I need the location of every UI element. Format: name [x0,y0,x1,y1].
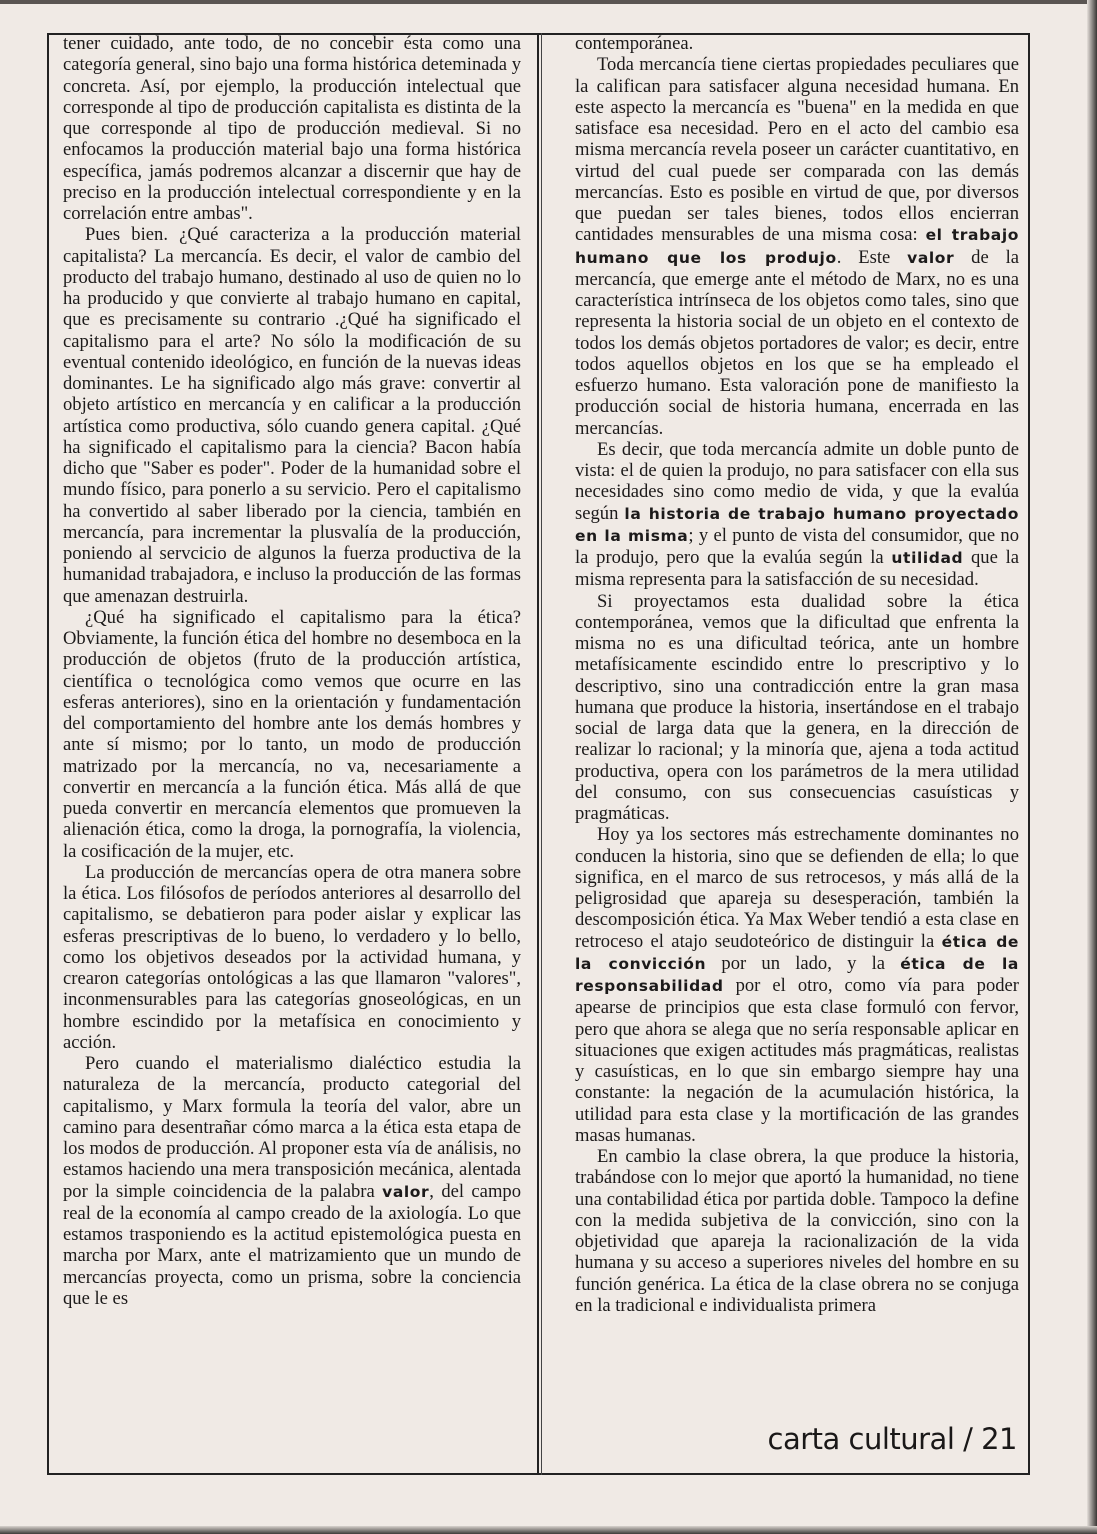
running-footer-page-number: carta cultural / 21 [767,1422,1017,1456]
paragraph-text: En cambio la clase obrera, la que produce la historia, trabándose con lo mejor que aportó la humanidad, no tiene una contabilidad ética por partida doble. Tampoco la define con la medida subjetiva de la convicción, sino con la objetividad que apareja la racionalización de la vida humana y su acceso a superiores niveles del hombre en su función genérica. La ética de la clase obrera no se conjuga en la tradicional e individualista primera [575,1146,1019,1316]
emphasized-text: valor [382,1182,430,1201]
paragraph-text: contemporánea. [575,33,694,54]
paragraph [63,224,521,607]
paragraph [575,824,1019,1146]
emphasized-text: el trabajo humano que los produjo [575,226,1019,267]
paragraph-text: ¿Qué ha significado el capitalismo para la ética? Obviamente, la función ética del hombre no desemboca en la producción de objetos (fruto de la producción artística, científica o tecnológica como vemos que ocurre en las esferas anteriores), sino en la orientación y fundamentación del comportamiento del hombre ante los demás hombres y ante sí mismo; por lo tanto, un modo de producción matrizado por la mercancía, no va, necesariamente a convertir en mercancía a la función ética. Más allá de que pueda convertir en mercancía elementos que promueven la alienación ética, como la droga, la pornografía, la violencia, la cosificación de la mujer, etc. [63,606,521,862]
paragraph-text: por el otro, como vía para poder apearse de principios que esta clase formuló con fervor, pero que ahora se alega que no sería responsable aplicar en situaciones que exigen actitudes más pragmáticas, realistas y casuísticas, en lo que sin embargo siempre hay una constante: la negación de la acumulación histórica, la utilidad para esta clase y la mortificación de las grandes masas humanas. [575,975,1019,1146]
paragraph [63,1053,521,1309]
emphasized-text: ética de la convicción [575,932,1020,973]
paragraph-text: ; y el punto de vista del consumidor, que no la produjo, pero que la evalúa según la [575,524,1019,568]
paragraph [63,607,521,862]
paragraph [575,591,1019,825]
column-divider [537,33,539,1475]
scan-edge-right [1087,0,1097,1534]
paragraph-text: por un lado, y la [706,952,901,974]
paragraph [63,862,521,1053]
paragraph-text: Es decir, que toda mercancía admite un doble punto de vista: el de quien la produjo, no para satisfacer con ella sus necesidades sino como medio de vida, y que la evalúa según [575,438,1019,524]
right-column [575,33,1019,1316]
left-column [63,33,521,1309]
paragraph-text: de la mercancía, que emerge ante el método de Marx, no es una característica intrínseca de los objetos como tales, sino que representa la historia social de un objeto en el contexto de todos los demás objetos portadores de valor; es decir, entre todos aquellos objetos en los que se ha empleado el esfuerzo humano. Esta valoración pone de manifiesto la producción social de historia humana, encerrada en las mercancías. [575,246,1019,439]
emphasized-text: valor [907,248,955,267]
scan-edge-top [0,0,1097,4]
paragraph-text: , del campo real de la economía al campo creado de la axiología. Lo que estamos trasponiendo es la actitud epistemológica puesta en marcha por Marx, ante el matrizamiento que un mundo de mercancías proyecta, como un prisma, sobre la conciencia que le es [63,1180,521,1309]
emphasized-text: ética de la responsabilidad [575,954,1019,995]
paragraph-text: Hoy ya los sectores más estrechamente dominantes no conducen la historia, sino que se defienden de ella; lo que significa, en el marco de sus retrocesos, y más allá de la peligrosidad que apareja su desesperación, también la descomposición ética. Ya Max Weber tendió a esta clase en retroceso el atajo seudoteórico de distinguir la [575,824,1019,952]
paragraph-text: Toda mercancía tiene ciertas propiedades peculiares que la califican para satisfacer alguna necesidad humana. En este aspecto la mercancía es "buena" en la medida en que satisface esa necesidad. Pero en el acto del cambio esa misma mercancía revela poseer un carácter cuantitativo, en virtud del cual puede ser comparada con las demás mercancías. Esto es posible en virtud de que, por diversos que puedan ser tales bienes, todos ellos encierran cantidades mensurables de una misma cosa: [575,54,1019,246]
paragraph-text: que la misma representa para la satisfacción de su necesidad. [575,547,1020,591]
paragraph [575,54,1019,439]
paragraph-text: Pues bien. ¿Qué caracteriza a la producción material capitalista? La mercancía. Es decir, el valor de cambio del producto del trabajo humano, destinado al uso de quien no lo ha producido y que convierte al trabajo humano en capital, que es precisamente su contrario .¿Qué ha significado el capitalismo para el arte? No sólo la modificación de su eventual contenido ideológico, en función de la nuevas ideas dominantes. Le ha significado algo más grave: convertir al objeto artístico en mercancía y en calificar a la producción artística como productiva, sólo cuando genera capital. ¿Qué ha significado el capitalismo para la ciencia? Bacon había dicho que "Saber es poder". Poder de la humanidad sobre el mundo físico, para ponerlo a su servicio. Pero el capitalismo ha convertido al saber liberado por la ciencia, también en mercancía, para incrementar la plusvalía de la producción, poniendo al servcicio de algunos la fuerza productiva de la humanidad trabajadora, e incluso la producción de las formas que amenazan destruirla. [63,224,521,607]
paragraph [575,439,1019,591]
emphasized-text: la historia de trabajo humano proyectado en la misma [575,504,1019,545]
scan-edge-bottom [0,1526,1097,1534]
emphasized-text: utilidad [891,549,964,567]
paragraph [63,33,521,224]
paragraph-text: Si proyectamos esta dualidad sobre la ética contemporánea, vemos que la dificultad que enfrenta la misma no es una dificultad teórica, ante un hombre metafísicamente escindido entre lo prescriptivo y lo descriptivo, sino una contradicción entre la gran masa humana que produce la historia, insertándose en el trabajo social de larga data que la genera, en la dirección de realizar lo racional; y la minoría que, ajena a toda actitud productiva, opera con los parámetros de la mera utilidad del consumo, con sus consecuencias casuísticas y pragmáticas. [575,590,1019,824]
paragraph-text: . Este [836,246,908,268]
paragraph-text: Pero cuando el materialismo dialéctico estudia la naturaleza de la mercancía, producto categorial del capitalismo, y Marx formula la teoría del valor, abre un camino para desentrañar cómo marca a la ética esta etapa de los modos de producción. Al proponer esta vía de análisis, no estamos haciendo una mera transposición mecánica, alentada por la simple coincidencia de la palabra [63,1053,521,1202]
paragraph [575,1146,1019,1316]
paragraph-text: tener cuidado, ante todo, de no concebir ésta como una categoría general, sino bajo una forma histórica deteminada y concreta. Así, por ejemplo, la producción intelectual que corresponde al tipo de producción capitalista es distinta de la que corresponde al tipo de producción medieval. Si no enfocamos la producción material bajo una forma histórica específica, jamás podremos alcanzar a discernir que hay de preciso en la producción intelectual correspondiente y en la correlación entre ambas". [63,33,521,224]
paragraph [575,33,1019,54]
paragraph-text: La producción de mercancías opera de otra manera sobre la ética. Los filósofos de períodos anteriores al desarrollo del capitalismo, se debatieron para poder aislar y explicar las esferas prescriptivas de lo bueno, lo verdadero y lo bello, como los objetivos deseados por la actividad humana, y crearon categorías ontológicas a las que llamaron "valores", inconmensurables para las categorías gnoseológicas, en un hombre escindido por la metafísica en conocimiento y acción. [63,861,521,1053]
column-divider-inner [541,33,542,1475]
